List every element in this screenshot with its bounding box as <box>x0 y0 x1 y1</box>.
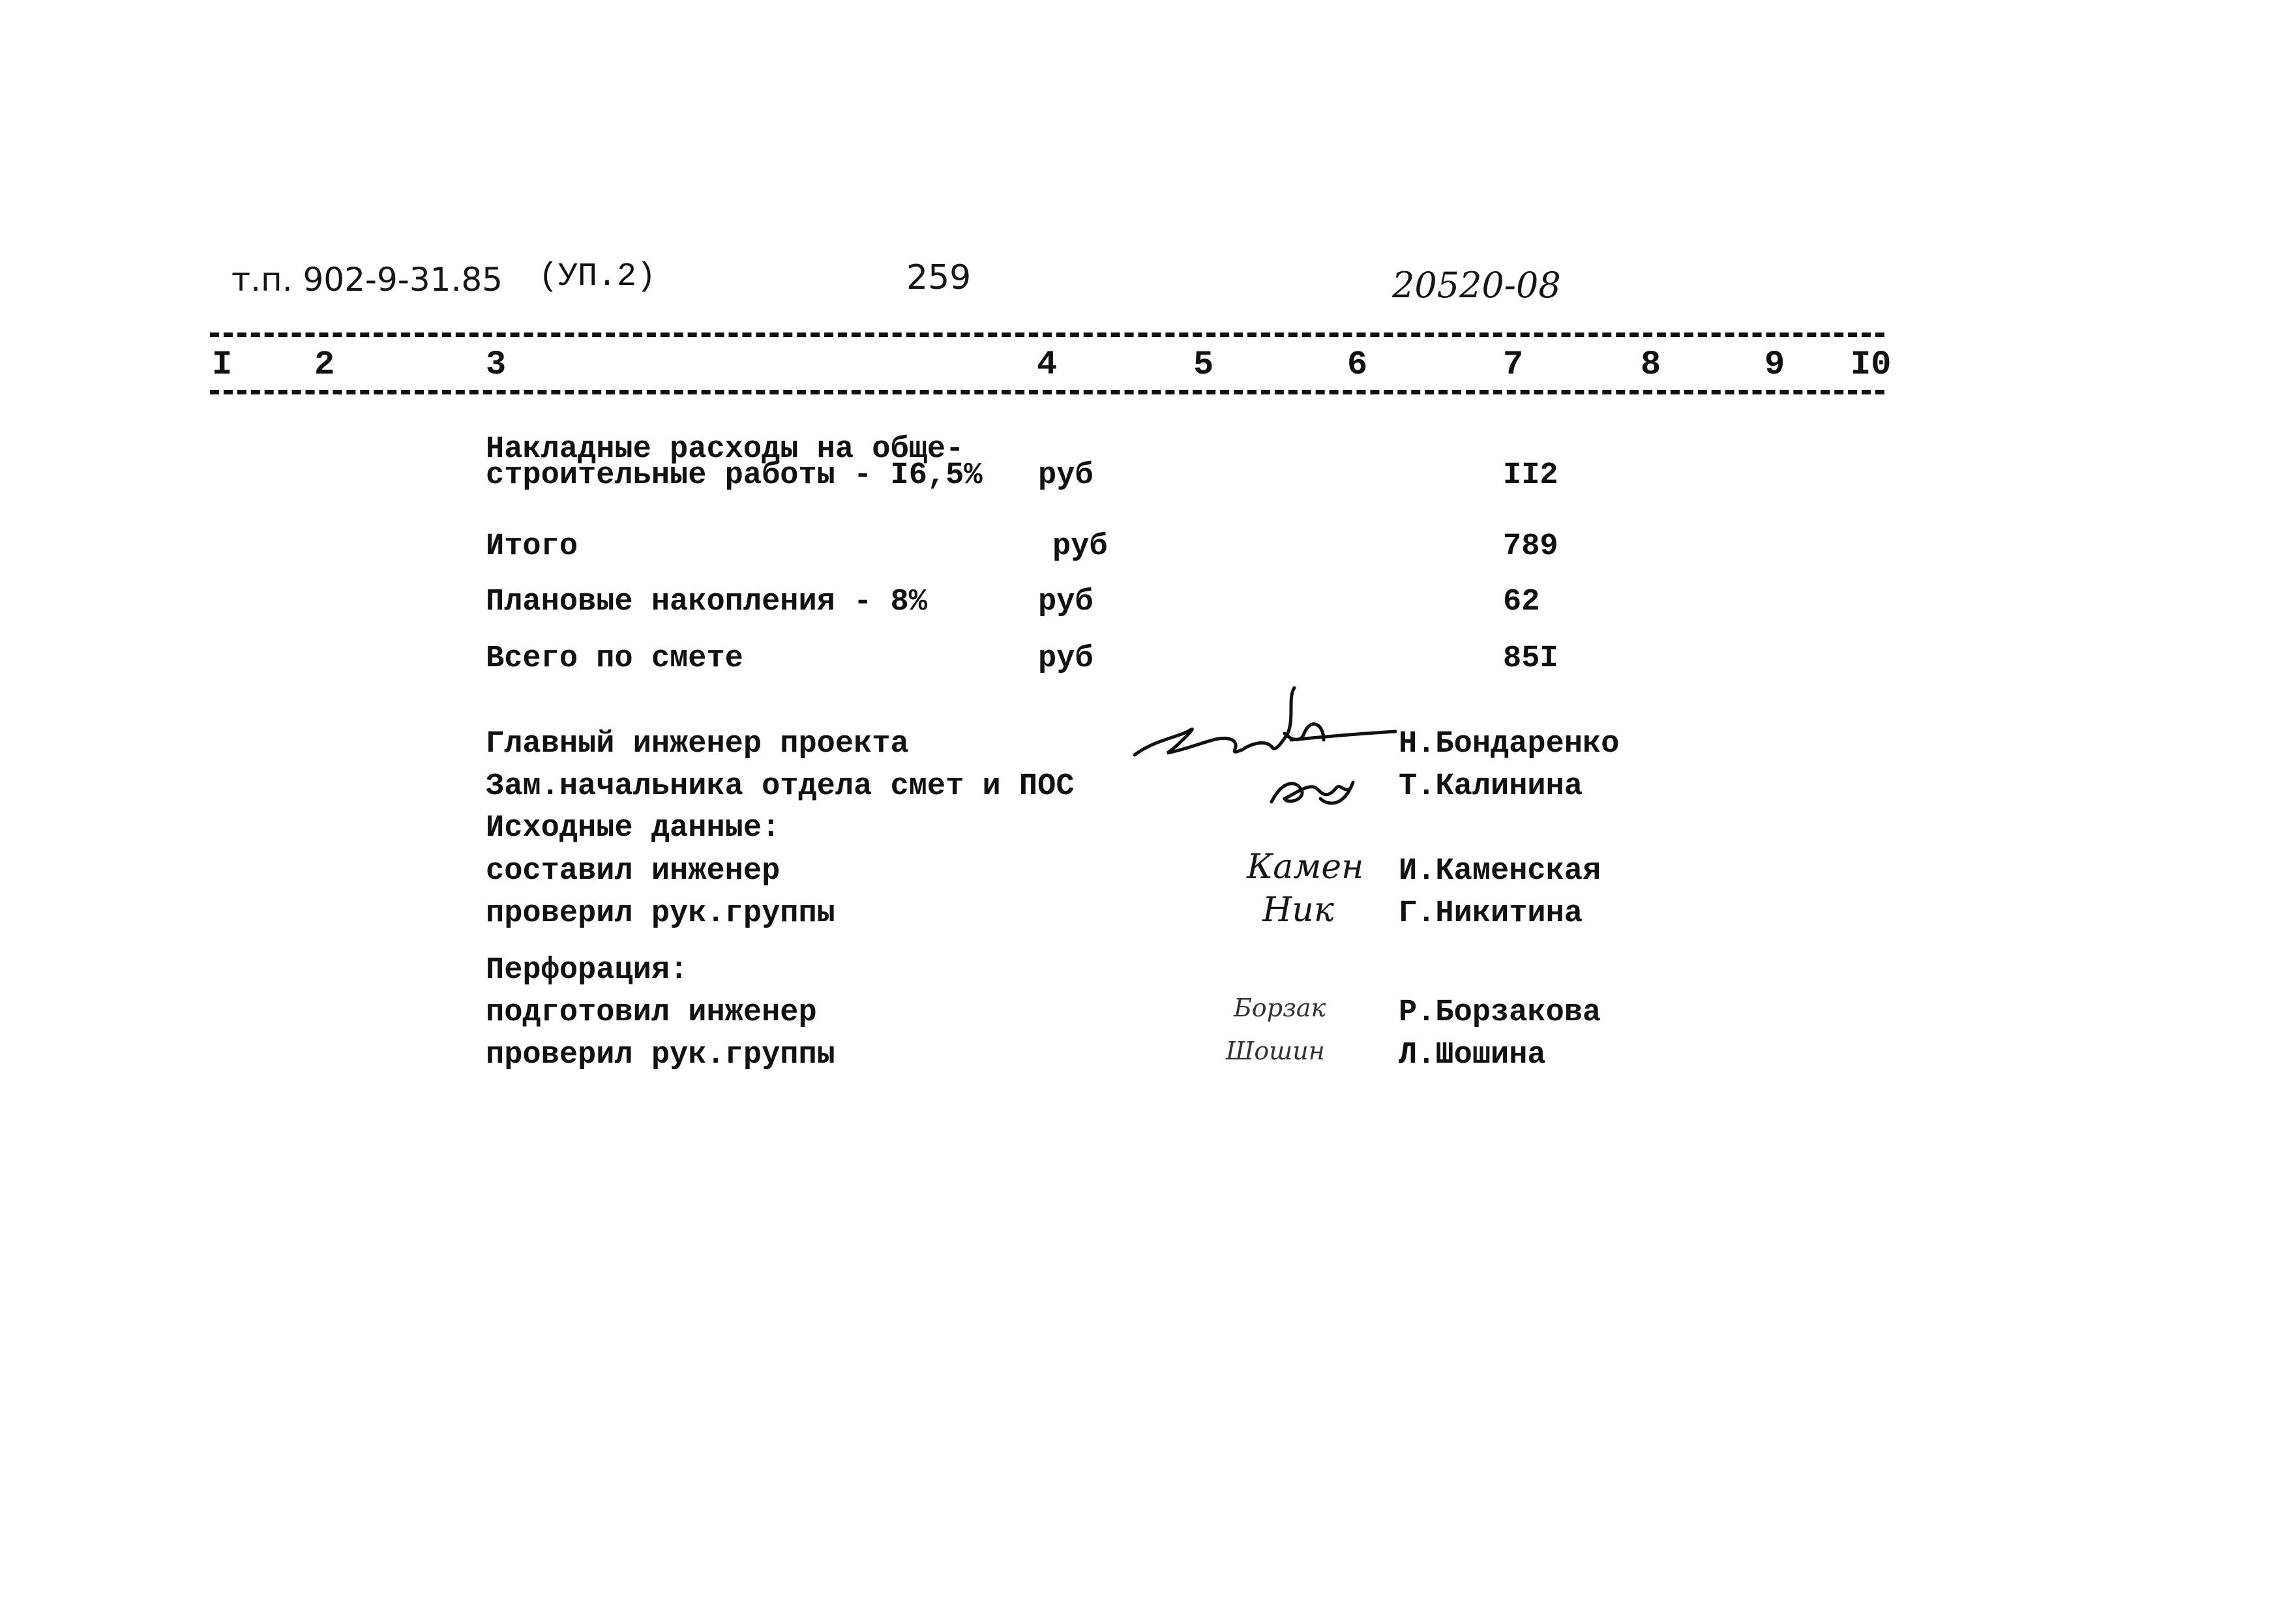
column-number: 5 <box>1193 346 1214 384</box>
signature-role: подготовил инженер <box>486 996 817 1030</box>
signature-shoshina: Шошин <box>1226 1037 1325 1065</box>
doc-number: 20520-08 <box>1392 265 1561 306</box>
row-value: 62 <box>1503 585 1540 619</box>
page-number: 259 <box>906 258 972 297</box>
signature-role: составил инженер <box>486 854 781 889</box>
column-number: 8 <box>1641 346 1661 384</box>
signature-name: Р.Борзакова <box>1399 996 1601 1030</box>
row-description: Итого <box>486 529 578 564</box>
header-rule-top <box>210 332 1884 337</box>
signature-kamenskaya: Камен <box>1247 848 1364 887</box>
column-number: 7 <box>1503 346 1524 384</box>
column-number: 4 <box>1037 346 1058 384</box>
row-description: Накладные расходы на обще- <box>486 432 964 467</box>
signature-name: Т.Калинина <box>1399 769 1583 804</box>
column-number: 9 <box>1764 346 1785 384</box>
column-number: I <box>212 346 233 384</box>
signature-role: проверил рук.группы <box>486 1038 835 1072</box>
row-value: II2 <box>1503 458 1558 493</box>
signature-name: Н.Бондаренко <box>1399 727 1620 761</box>
section-heading: Исходные данные: <box>486 811 781 846</box>
signature-name: Г.Никитина <box>1399 896 1583 931</box>
signature-role: Главный инженер проекта <box>486 727 909 761</box>
column-number: 3 <box>486 346 507 384</box>
row-description: Всего по смете <box>486 642 743 676</box>
signature-name: Л.Шошина <box>1399 1038 1546 1072</box>
row-unit: руб <box>1038 458 1093 493</box>
section-heading: Перфорация: <box>486 953 689 988</box>
signature-borzakova: Борзак <box>1234 994 1326 1022</box>
signature-kalinina <box>1265 743 1369 815</box>
row-value: 789 <box>1503 529 1558 564</box>
album-label: (УП.2) <box>539 258 657 295</box>
row-description: строительные работы - I6,5% <box>486 458 983 493</box>
header-rule-bottom <box>210 390 1884 394</box>
signature-role: Зам.начальника отдела смет и ПОС <box>486 769 1075 804</box>
row-unit: руб <box>1052 529 1108 564</box>
doc-code: т.п. 902-9-31.85 <box>231 261 503 299</box>
row-description: Плановые накопления - 8% <box>486 585 927 619</box>
column-number: 2 <box>314 346 335 384</box>
row-unit: руб <box>1038 642 1093 676</box>
signature-role: проверил рук.группы <box>486 896 835 931</box>
row-value: 85I <box>1503 642 1558 676</box>
signature-nikitina: Ник <box>1262 891 1334 930</box>
row-unit: руб <box>1038 585 1093 619</box>
column-number: I0 <box>1851 346 1892 384</box>
signature-name: И.Каменская <box>1399 854 1601 889</box>
column-number: 6 <box>1347 346 1368 384</box>
